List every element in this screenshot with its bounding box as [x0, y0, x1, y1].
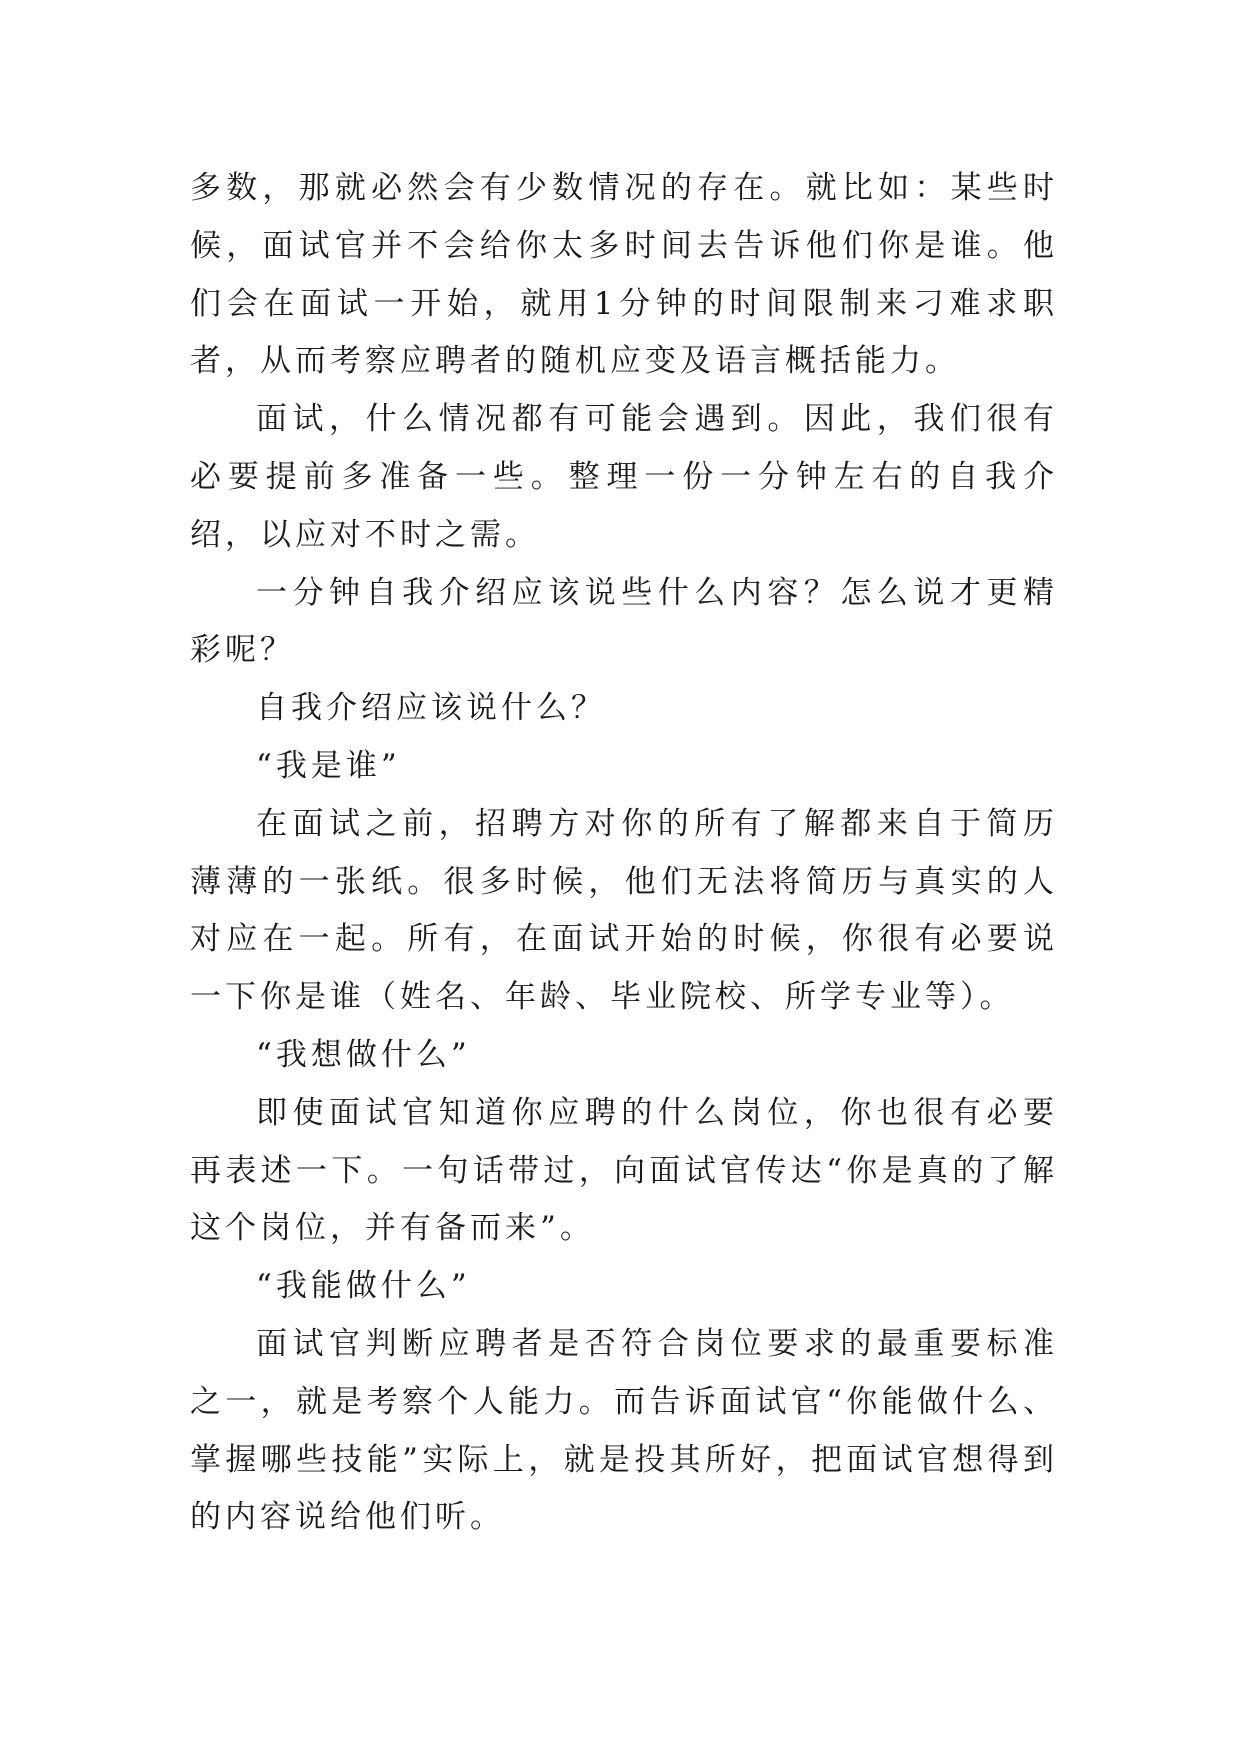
body-text — [190, 160, 1058, 1547]
subheading-what-i-can-do: “我能做什么” — [256, 1268, 471, 1305]
paragraph-who-am-i: 在面试之前，招聘方对你的所有了解都来自于简历薄薄的一张纸。很多时候，他们无法将简历与真实的人对应在一起。所有，在面试开始的时候，你很有必要说一下你是谁（姓名、年龄、毕业院校、所学专业等）。 — [190, 805, 1058, 1016]
paragraph-3: 一分钟自我介绍应该说些什么内容？怎么说才更精彩呢？ — [190, 574, 1058, 669]
subheading-who-am-i: “我是谁” — [256, 747, 401, 784]
subheading-what-i-want: “我想做什么” — [256, 1036, 471, 1073]
paragraph-what-i-can-do: 面试官判断应聘者是否符合岗位要求的最重要标准之一，就是考察个人能力。而告诉面试官“你能做什么、掌握哪些技能”实际上，就是投其所好，把面试官想得到的内容说给他们听。 — [190, 1325, 1058, 1536]
subheading-what-to-say: 自我介绍应该说什么？ — [256, 690, 606, 727]
paragraph-what-i-want: 即使面试官知道你应聘的什么岗位，你也很有必要再表述一下。一句话带过，向面试官传达“你是真的了解这个岗位，并有备而来”。 — [190, 1094, 1058, 1247]
paragraph-1: 多数，那就必然会有少数情况的存在。就比如：某些时候，面试官并不会给你太多时间去告诉他们你是谁。他们会在面试一开始，就用1分钟的时间限制来刁难求职者，从而考察应聘者的随机应变及语言概括能力。 — [190, 170, 1058, 380]
paragraph-2: 面试，什么情况都有可能会遇到。因此，我们很有必要提前多准备一些。整理一份一分钟左右的自我介绍，以应对不时之需。 — [190, 401, 1058, 553]
